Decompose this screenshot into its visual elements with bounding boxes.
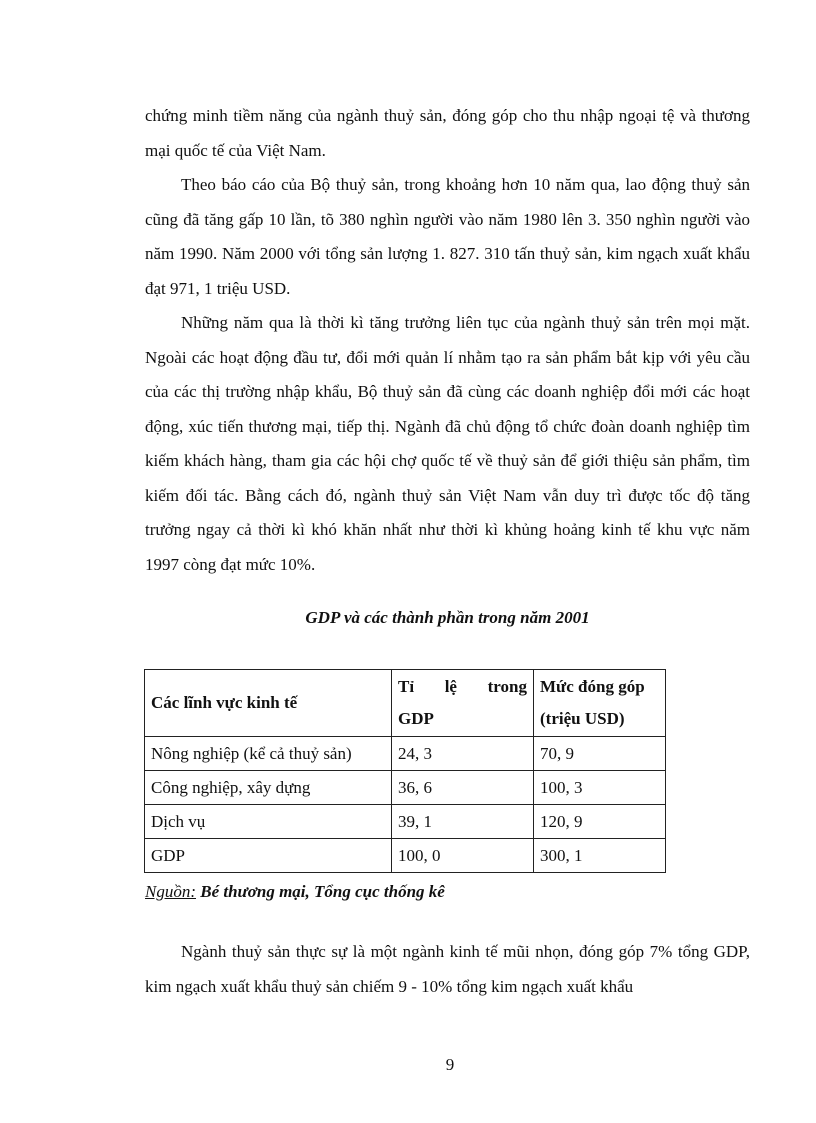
cell-contribution: 100, 3 xyxy=(534,771,666,805)
table-caption: GDP và các thành phần trong năm 2001 xyxy=(305,608,590,627)
header-ratio xyxy=(392,670,534,737)
cell-sector: GDP xyxy=(145,839,392,873)
paragraph-3: Những năm qua là thời kì tăng trưởng liên tục của ngành thuỷ sản trên mọi mặt. Ngoài các hoạt động đầu tư, đổi mới quản lí nhằm tạo ra sản phẩm bắt kịp với yêu cầu của các thị trường nhập khẩu, Bộ thuỷ sản đã cùng các doanh nghiệp đổi mới các hoạt động, xúc tiến thương mại, tiếp thị. Ngành đã chủ động tổ chức đoàn doanh nghiệp tìm kiếm khách hàng, tham gia các hội chợ quốc tế về thuỷ sản để giới thiệu sản phẩm, tìm kiếm đối tác. Bằng cách đó, ngành thuỷ sản Việt Nam vẫn duy trì được tốc độ tăng trưởng ngay cả thời kì khó khăn nhất như thời kì khủng hoảng kinh tế khu vực năm 1997 còng đạt mức 10%. xyxy=(145,313,750,574)
table-row xyxy=(145,771,666,805)
table-row xyxy=(145,805,666,839)
header-ratio-word-2: lệ xyxy=(444,677,457,696)
cell-contribution: 120, 9 xyxy=(534,805,666,839)
table-header-row xyxy=(145,670,666,737)
cell-sector: Công nghiệp, xây dựng xyxy=(145,771,392,805)
source-label: Nguồn: xyxy=(145,882,196,901)
source-text: Bé thương mại, Tổng cục thống kê xyxy=(200,882,445,901)
paragraph-1: chứng minh tiềm năng của ngành thuỷ sản, đóng góp cho thu nhập ngoại tệ và thương mại quốc tế của Việt Nam. xyxy=(145,106,750,160)
cell-ratio: 100, 0 xyxy=(392,839,534,873)
cell-sector: Nông nghiệp (kể cả thuỷ sản) xyxy=(145,737,392,771)
header-ratio-word-1: Tỉ xyxy=(398,677,415,696)
header-contribution-line-1: Mức đóng góp xyxy=(540,677,645,696)
page-number: 9 xyxy=(445,1055,455,1074)
cell-ratio: 39, 1 xyxy=(392,805,534,839)
cell-ratio: 36, 6 xyxy=(392,771,534,805)
paragraph-2: Theo báo cáo của Bộ thuỷ sản, trong khoảng hơn 10 năm qua, lao động thuỷ sản cũng đã tăng gấp 10 lần, tõ 380 nghìn người vào năm 1980 lên 3. 350 nghìn người vào năm 1990. Năm 2000 với tổng sản lượng 1. 827. 310 tấn thuỷ sản, kim ngạch xuất khẩu đạt 971, 1 triệu USD. xyxy=(145,175,750,298)
cell-contribution: 70, 9 xyxy=(534,737,666,771)
header-ratio-word-4: GDP xyxy=(398,709,434,728)
cell-sector: Dịch vụ xyxy=(145,805,392,839)
header-contribution-line-2: (triệu USD) xyxy=(540,709,625,728)
table-row xyxy=(145,839,666,873)
gdp-table xyxy=(144,669,666,873)
header-contribution xyxy=(534,670,666,737)
header-ratio-word-3: trong xyxy=(487,677,527,696)
table-source xyxy=(145,882,445,902)
table-row xyxy=(145,737,666,771)
cell-contribution: 300, 1 xyxy=(534,839,666,873)
cell-ratio: 24, 3 xyxy=(392,737,534,771)
paragraph-4: Ngành thuỷ sản thực sự là một ngành kinh tế mũi nhọn, đóng góp 7% tổng GDP, kim ngạch xuất khẩu thuỷ sản chiếm 9 - 10% tổng kim ngạch xuất khẩu xyxy=(145,942,750,996)
header-sector: Các lĩnh vực kinh tế xyxy=(145,670,392,737)
